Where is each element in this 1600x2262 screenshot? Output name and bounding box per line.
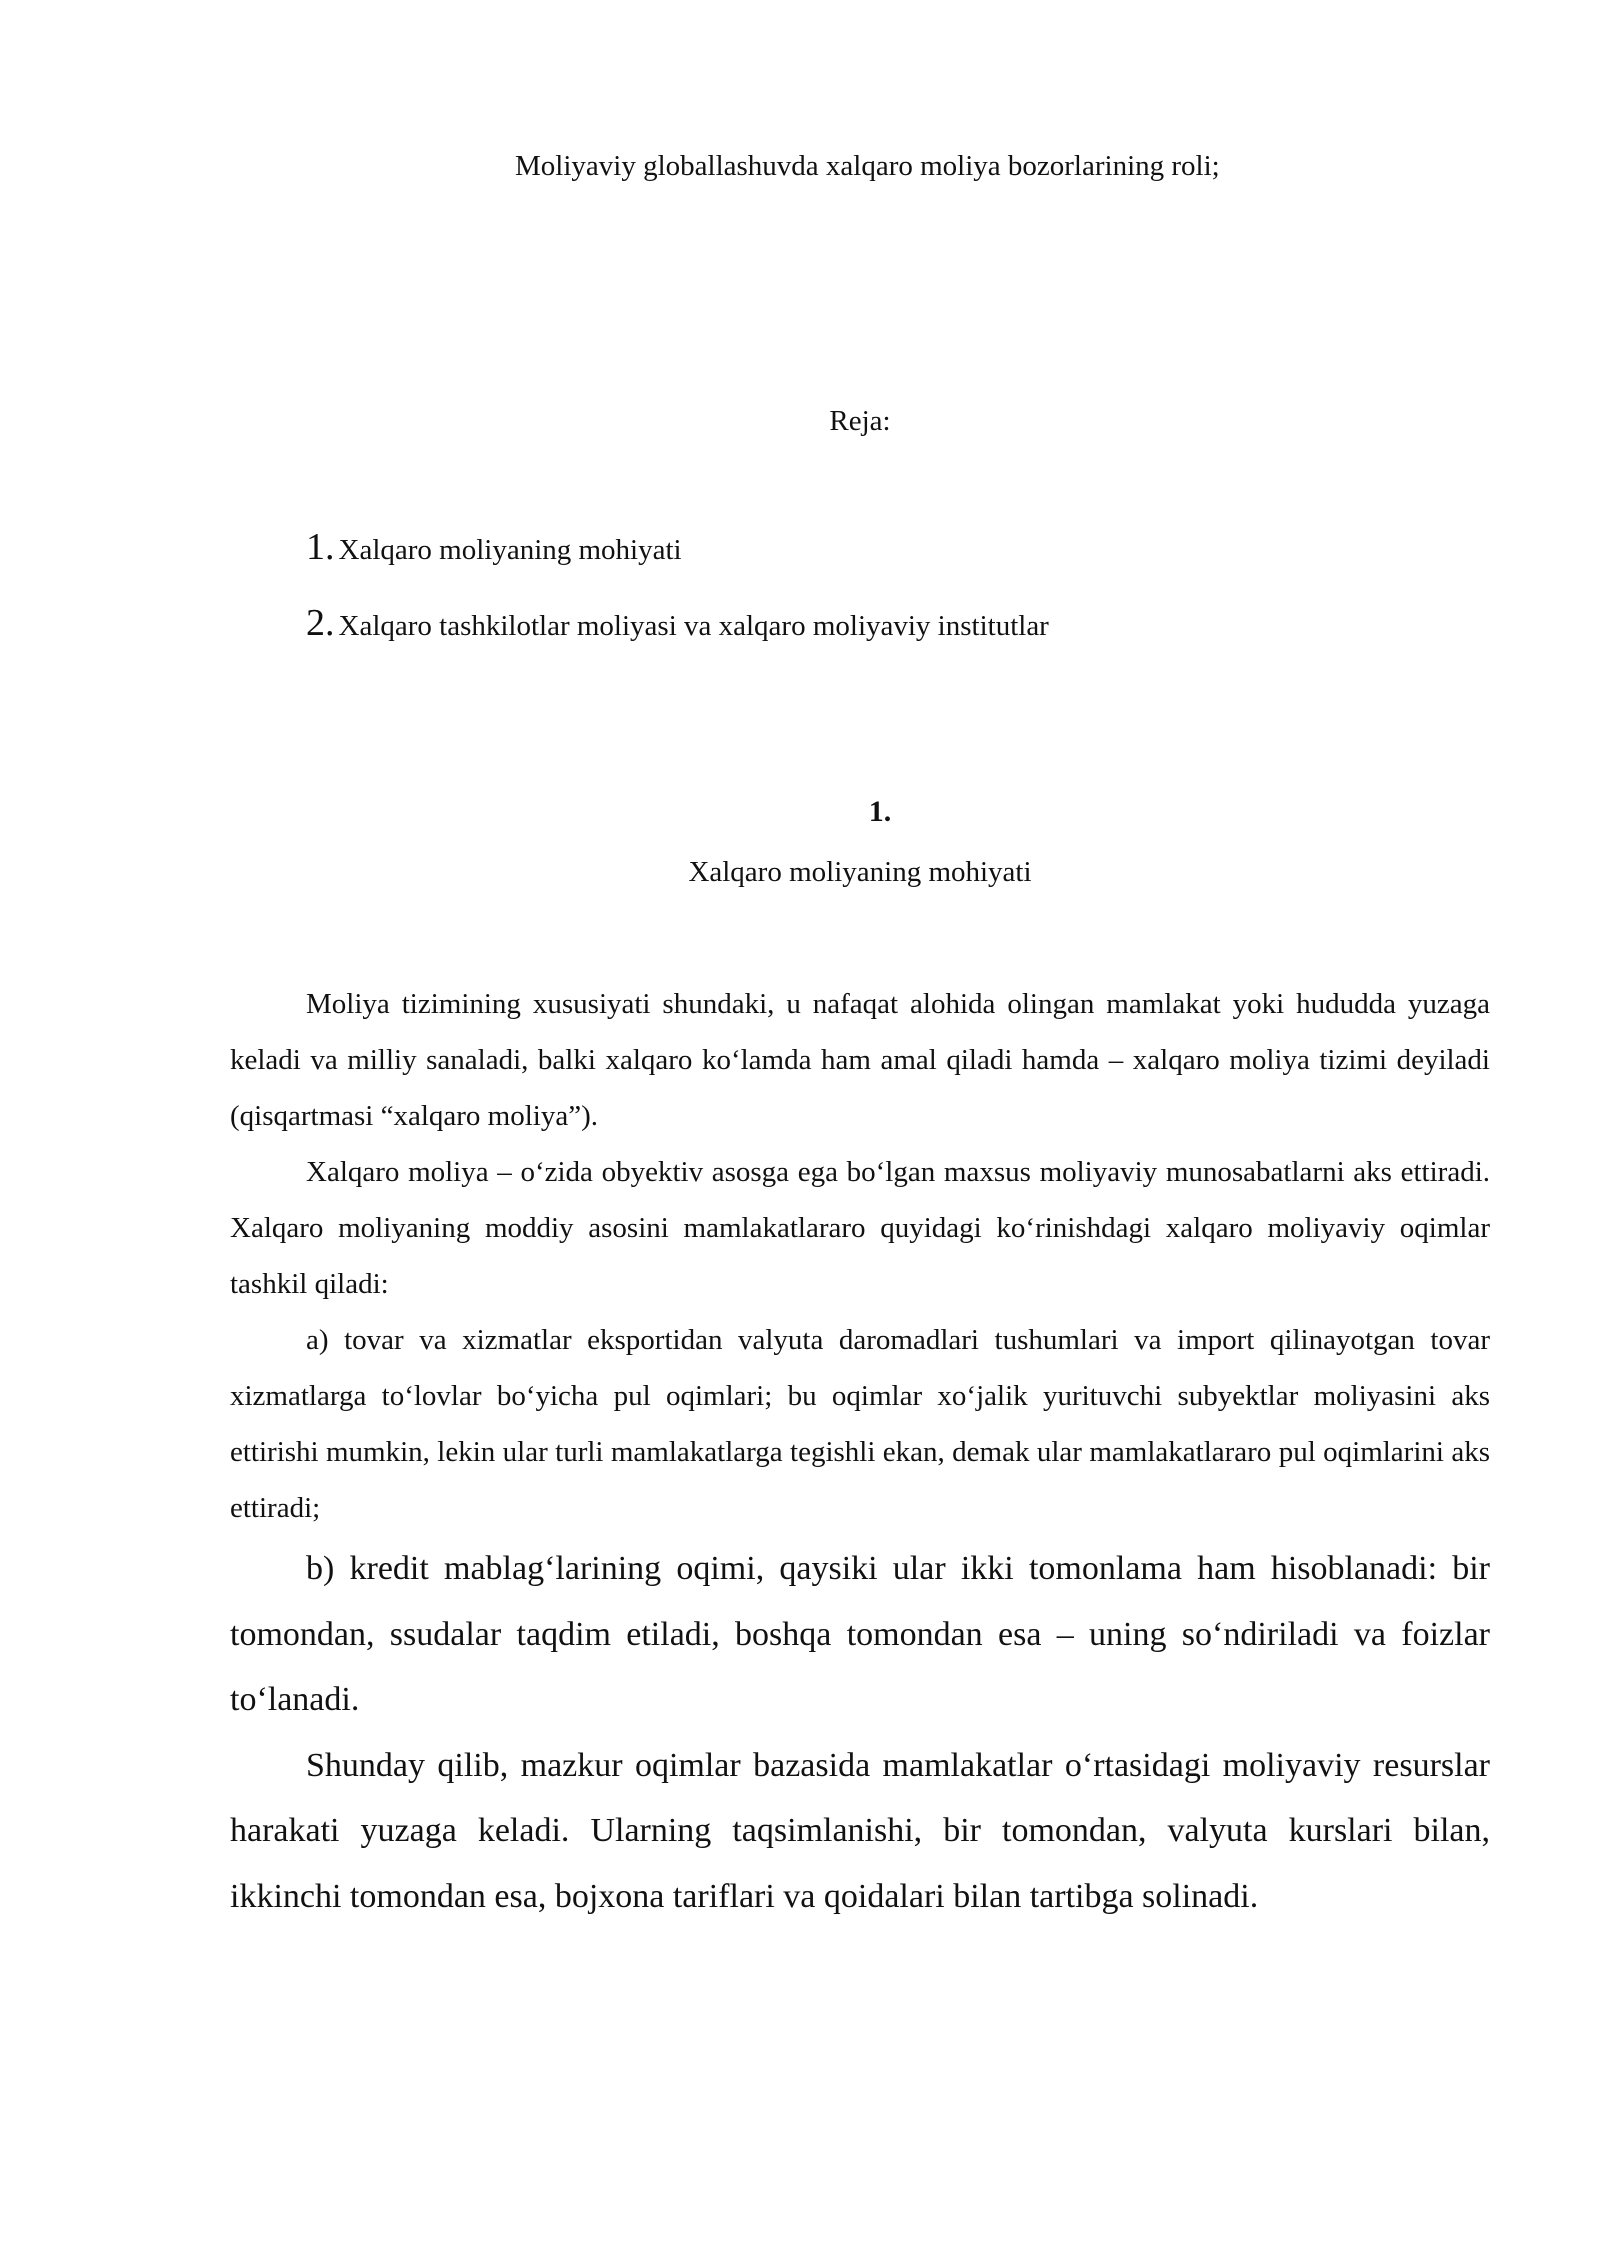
paragraph-3: a) tovar va xizmatlar eksportidan valyuta daromadlari tushumlari va import qilinayotgan tovar xizmatlarga to‘lovlar bo‘yicha pul oqimlari; bu oqimlar xo‘jalik yurituvchi subyektlar moliyasini aks ettirishi mumkin, lekin ular turli mamlakatlarga tegishli ekan, demak ular mamlakatlararo pul oqimlarini aks ettiradi; — [230, 1324, 1490, 1524]
plan-item-2 — [306, 601, 1049, 677]
plan-heading: Reja: — [829, 405, 891, 437]
paragraph-1: Moliya tizimining xususiyati shundaki, u nafaqat alohida olingan mamlakat yoki hududda yuzaga keladi va milliy sanaladi, balki xalqaro ko‘lamda ham amal qiladi hamda – xalqaro moliya tizimi deyiladi (qisqartmasi “xalqaro moliya”). — [230, 988, 1490, 1132]
plan-item-1 — [306, 525, 1049, 601]
plan-item-text: Xalqaro tashkilotlar moliyasi va xalqaro moliyaviy institutlar — [338, 610, 1049, 642]
plan-list — [306, 525, 1049, 677]
section-title: Xalqaro moliyaning mohiyati — [688, 856, 1032, 888]
plan-item-number: 2. — [306, 602, 335, 644]
body-text — [230, 976, 1490, 1929]
paragraph-4: b) kredit mablag‘larining oqimi, qaysiki ular ikki tomonlama ham hisoblanadi: bir tomondan, ssudalar taqdim etiladi, boshqa tomondan esa – uning so‘ndiriladi va foizlar to‘lanadi. — [230, 1550, 1490, 1718]
section-number: 1. — [868, 795, 892, 828]
plan-item-text: Xalqaro moliyaning mohiyati — [338, 534, 682, 566]
plan-item-number: 1. — [306, 526, 335, 568]
document-title: Moliyaviy globallashuvda xalqaro moliya bozorlarining roli; — [515, 150, 1220, 182]
paragraph-5: Shunday qilib, mazkur oqimlar bazasida mamlakatlar o‘rtasidagi moliyaviy resurslar harakati yuzaga keladi. Ularning taqsimlanishi, bir tomondan, valyuta kurslari bilan, ikkinchi tomondan esa, bojxona tariflari va qoidalari bilan tartibga solinadi. — [230, 1746, 1490, 1915]
paragraph-2: Xalqaro moliya – o‘zida obyektiv asosga ega bo‘lgan maxsus moliyaviy munosabatlarni aks ettiradi. Xalqaro moliyaning moddiy asosini mamlakatlararo quyidagi ko‘rinishdagi xalqaro moliyaviy oqimlar tashkil qiladi: — [230, 1156, 1490, 1300]
